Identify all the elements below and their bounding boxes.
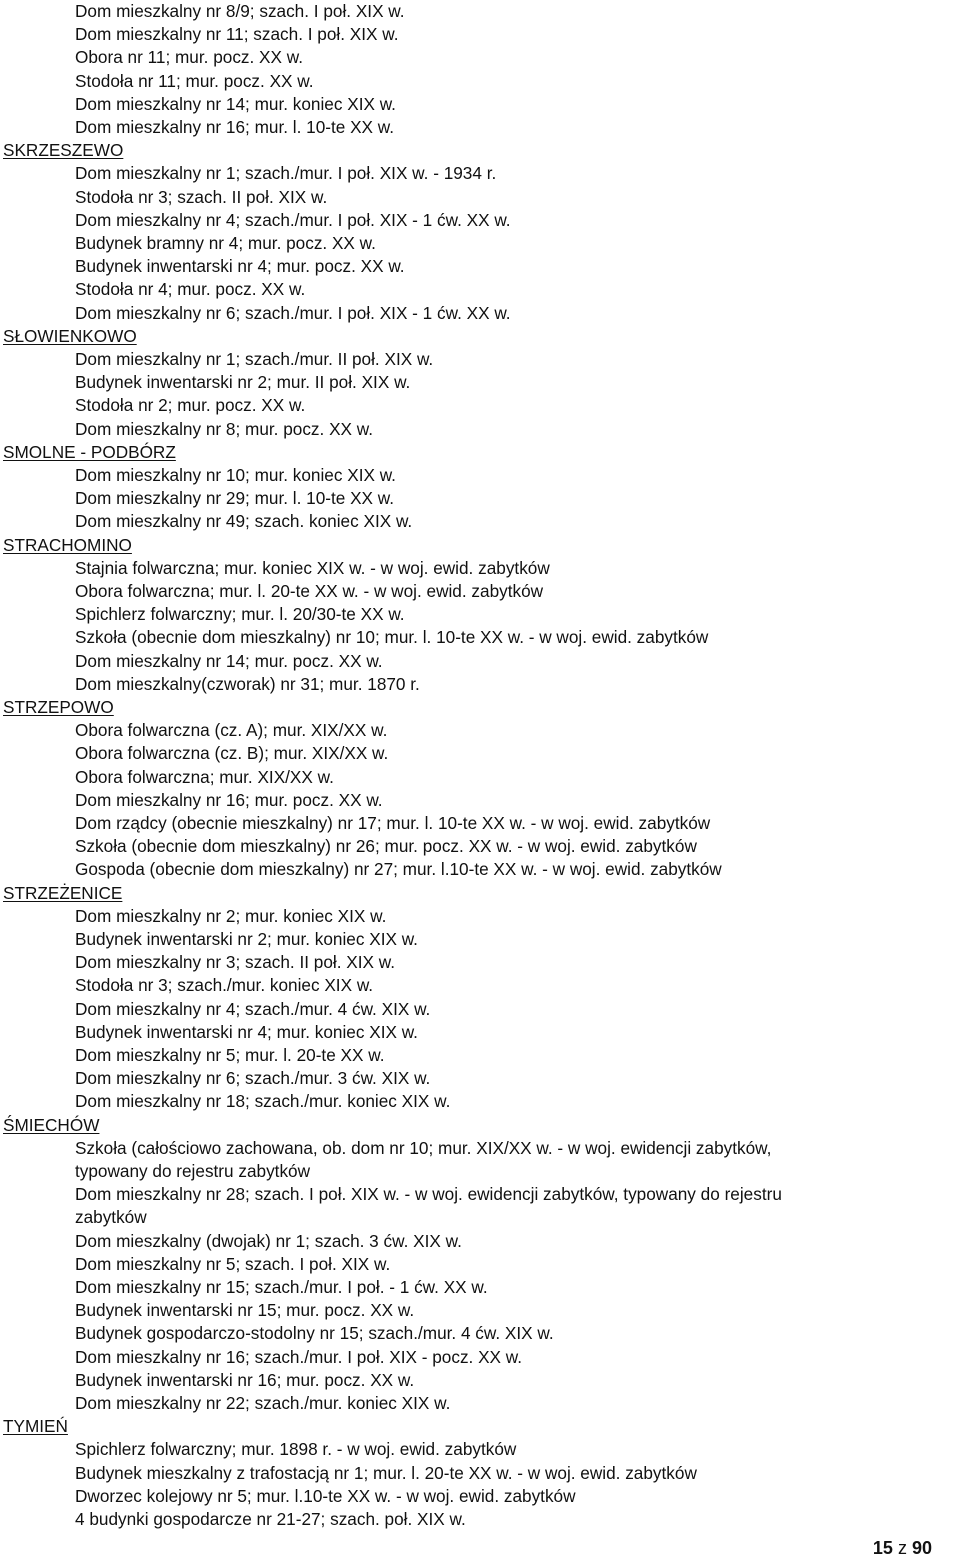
building-entry: Dom mieszkalny nr 1; szach./mur. I poł. XIX w. - 1934 r. [75,163,497,184]
building-entry: Dom mieszkalny(czworak) nr 31; mur. 1870 r. [75,673,420,694]
building-entry: Dom mieszkalny nr 29; mur. l. 10-te XX w. [75,488,395,509]
building-entry: Szkoła (obecnie dom mieszkalny) nr 10; mur. l. 10-te XX w. - w woj. ewid. zabytków [75,627,709,648]
building-entry: Dom mieszkalny nr 16; szach./mur. I poł. XIX - pocz. XX w. [75,1346,523,1367]
building-entry: Budynek inwentarski nr 2; mur. II poł. XIX w. [75,372,411,393]
building-entry: Budynek inwentarski nr 4; mur. pocz. XX w. [75,256,405,277]
village-heading: TYMIEŃ [3,1416,68,1437]
village-heading: SŁOWIENKOWO [3,325,137,346]
building-entry: Stodoła nr 11; mur. pocz. XX w. [75,70,314,91]
building-entry: typowany do rejestru zabytków [75,1161,311,1181]
building-entry: Szkoła (obecnie dom mieszkalny) nr 26; mur. pocz. XX w. - w woj. ewid. zabytków [75,836,697,857]
building-entry: Szkoła (całościowo zachowana, ob. dom nr 10; mur. XIX/XX w. - w woj. ewidencji zabytków, [75,1137,772,1158]
building-entry: Stodoła nr 2; mur. pocz. XX w. [75,395,306,416]
building-entry: 4 budynki gospodarcze nr 21-27; szach. poł. XIX w. [75,1509,466,1529]
building-entry: Dom mieszkalny nr 5; szach. I poł. XIX w. [75,1253,391,1274]
building-entry: Dom mieszkalny nr 8/9; szach. I poł. XIX w. [75,1,405,21]
building-entry: Dom mieszkalny nr 4; szach./mur. 4 ćw. XIX w. [75,998,431,1019]
building-entry: Dom mieszkalny nr 6; szach./mur. I poł. XIX - 1 ćw. XX w. [75,302,511,323]
building-entry: Dom mieszkalny nr 3; szach. II poł. XIX w. [75,952,395,973]
building-entry: Dom mieszkalny nr 11; szach. I poł. XIX w. [75,24,399,45]
building-entry: Dom mieszkalny nr 49; szach. koniec XIX w. [75,511,413,532]
building-entry: Stodoła nr 3; szach. II poł. XIX w. [75,186,328,207]
building-entry: Dom mieszkalny nr 28; szach. I poł. XIX w. - w woj. ewidencji zabytków, typowany do rejestru [75,1184,782,1205]
building-entry: Budynek inwentarski nr 2; mur. koniec XIX w. [75,929,418,949]
building-entry: Dom mieszkalny nr 18; szach./mur. koniec XIX w. [75,1091,451,1112]
building-entry: Spichlerz folwarczny; mur. l. 20/30-te XX w. [75,604,405,625]
village-heading: STRZEPOWO [3,697,114,717]
building-entry: Budynek gospodarczo-stodolny nr 15; szach./mur. 4 ćw. XIX w. [75,1323,554,1344]
building-entry: Obora nr 11; mur. pocz. XX w. [75,47,303,68]
building-entry: Obora folwarczna (cz. B); mur. XIX/XX w. [75,743,389,764]
building-entry: Dom rządcy (obecnie mieszkalny) nr 17; mur. l. 10-te XX w. - w woj. ewid. zabytków [75,813,711,833]
building-entry: Obora folwarczna; mur. XIX/XX w. [75,766,334,787]
building-entry: Dom mieszkalny nr 8; mur. pocz. XX w. [75,418,374,439]
building-entry: Dom mieszkalny nr 4; szach./mur. I poł. XIX - 1 ćw. XX w. [75,209,511,230]
village-heading: SMOLNE - PODBÓRZ [3,441,176,462]
building-entry: Dworzec kolejowy nr 5; mur. l.10-te XX w. - w woj. ewid. zabytków [75,1485,576,1506]
building-entry: Budynek bramny nr 4; mur. pocz. XX w. [75,233,376,253]
building-entry: Stodoła nr 3; szach./mur. koniec XIX w. [75,975,374,996]
page-total: 90 [911,1538,932,1558]
building-entry: Stodoła nr 4; mur. pocz. XX w. [75,279,306,300]
page-number [873,1538,932,1559]
building-entry: Dom mieszkalny nr 10; mur. koniec XIX w. [75,465,396,485]
building-entry: Stajnia folwarczna; mur. koniec XIX w. - w woj. ewid. zabytków [75,557,550,578]
building-entry: Dom mieszkalny nr 14; mur. pocz. XX w. [75,650,383,671]
building-entry: Dom mieszkalny nr 1; szach./mur. II poł. XIX w. [75,349,434,369]
building-entry: Dom mieszkalny nr 15; szach./mur. I poł. - 1 ćw. XX w. [75,1277,488,1297]
building-entry: Obora folwarczna (cz. A); mur. XIX/XX w. [75,720,388,741]
building-entry: Budynek inwentarski nr 4; mur. koniec XIX w. [75,1021,418,1042]
building-entry: Budynek inwentarski nr 15; mur. pocz. XX w. [75,1300,415,1321]
building-entry: Dom mieszkalny nr 14; mur. koniec XIX w. [75,93,396,114]
building-entry: Gospoda (obecnie dom mieszkalny) nr 27; mur. l.10-te XX w. - w woj. ewid. zabytków [75,859,722,880]
building-entry: Dom mieszkalny (dwojak) nr 1; szach. 3 ćw. XIX w. [75,1230,462,1251]
building-entry: Budynek mieszkalny z trafostacją nr 1; mur. l. 20-te XX w. - w woj. ewid. zabytków [75,1462,697,1483]
page-current: 15 [872,1538,893,1558]
village-heading: STRZEŻENICE [3,882,123,903]
building-entry: Dom mieszkalny nr 16; mur. pocz. XX w. [75,789,383,810]
page-separator: z [897,1538,907,1558]
building-entry: zabytków [75,1207,147,1228]
building-entry: Obora folwarczna; mur. l. 20-te XX w. - w woj. ewid. zabytków [75,581,544,601]
village-heading: STRACHOMINO [3,534,132,555]
building-entry: Dom mieszkalny nr 5; mur. l. 20-te XX w. [75,1045,385,1065]
village-heading: SKRZESZEWO [3,140,124,161]
building-entry: Dom mieszkalny nr 16; mur. l. 10-te XX w. [75,117,395,137]
village-heading: ŚMIECHÓW [3,1114,100,1135]
building-entry: Dom mieszkalny nr 2; mur. koniec XIX w. [75,905,387,926]
building-entry: Spichlerz folwarczny; mur. 1898 r. - w woj. ewid. zabytków [75,1439,517,1460]
building-entry: Dom mieszkalny nr 22; szach./mur. koniec XIX w. [75,1393,451,1413]
building-entry: Budynek inwentarski nr 16; mur. pocz. XX w. [75,1369,415,1390]
building-entry: Dom mieszkalny nr 6; szach./mur. 3 ćw. XIX w. [75,1068,431,1089]
